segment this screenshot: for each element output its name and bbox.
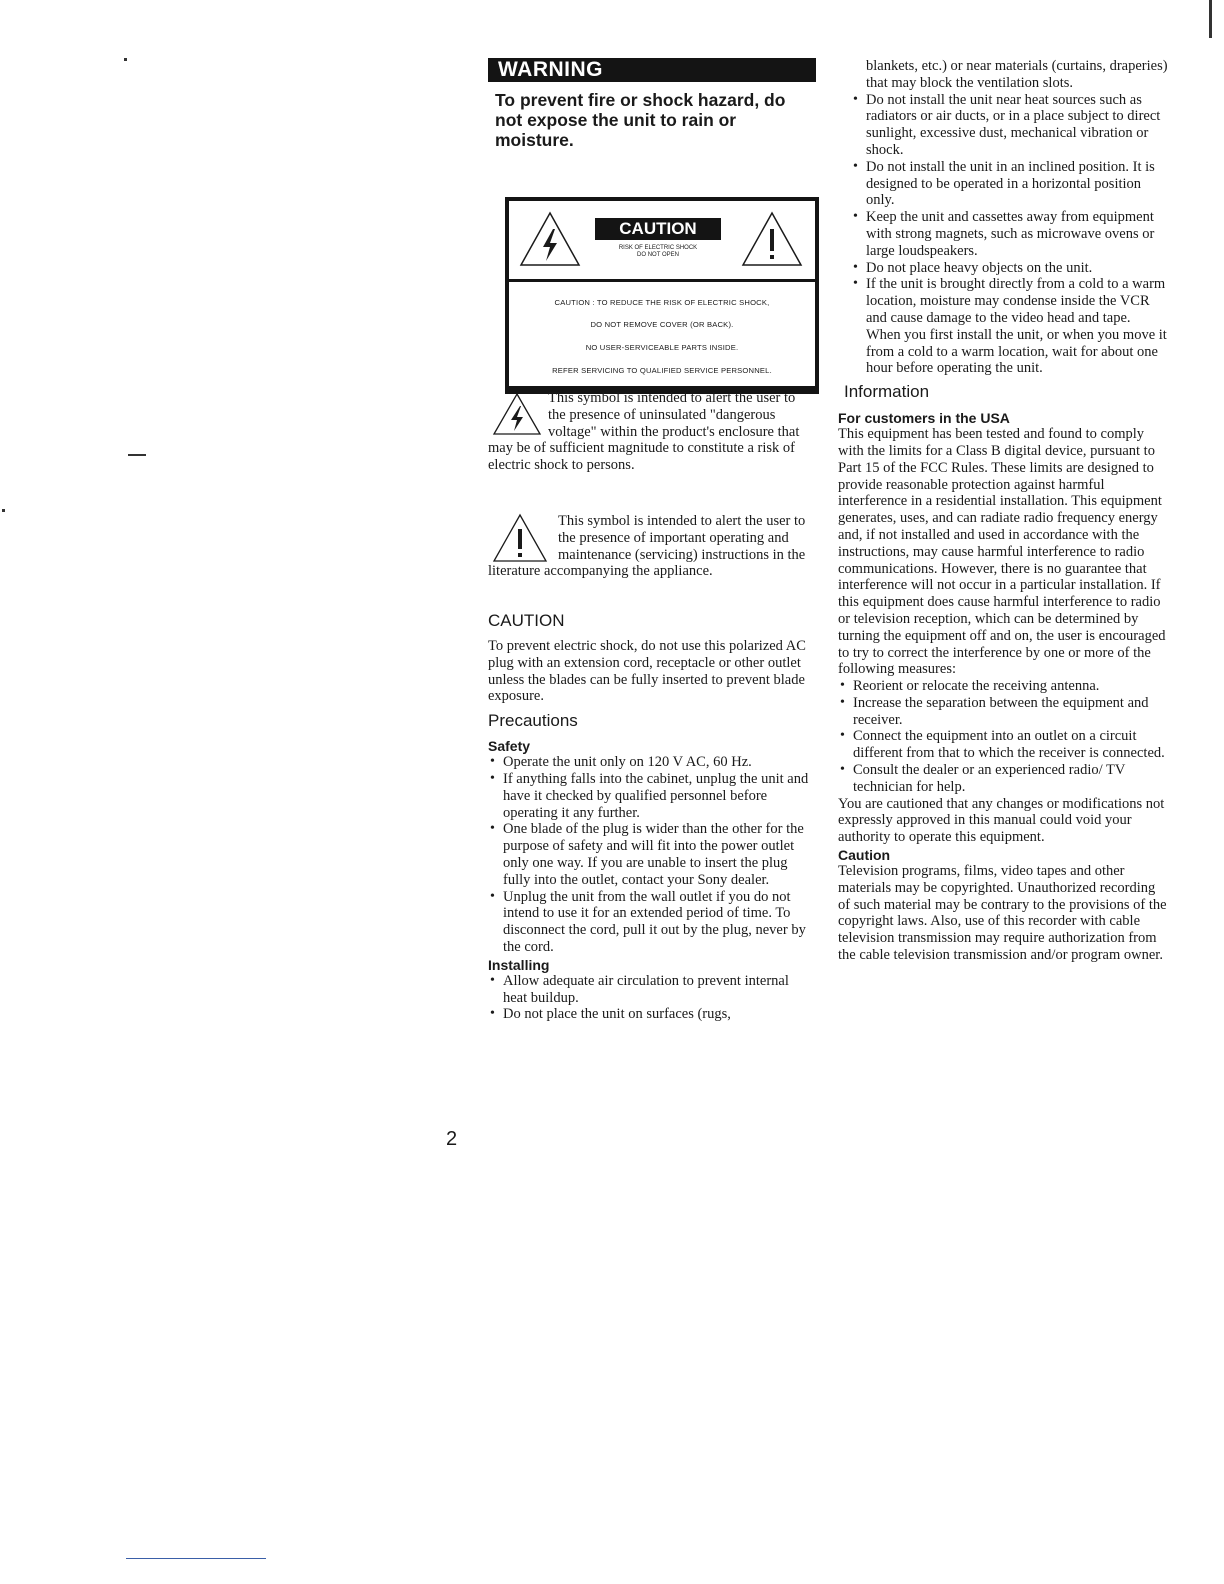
list-item: • One blade of the plug is wider than the other for the purpose of safety and will fit into the power outlet only one way. If you are unable to insert the plug fully into the outlet, contact your Sony dealer. [488, 821, 810, 888]
caution-label-box [505, 197, 819, 394]
left-column [488, 58, 818, 1023]
symbol2-block [488, 513, 810, 580]
measures-list [838, 678, 1168, 796]
list-item: • Do not place heavy objects on the unit. [851, 260, 1168, 277]
caution-label-line: CAUTION : TO REDUCE THE RISK OF ELECTRIC SHOCK, [554, 298, 770, 307]
precautions-heading: Precautions [488, 711, 578, 731]
caution-label-sub1: RISK OF ELECTRIC SHOCK [618, 245, 698, 251]
list-item: • Keep the unit and cassettes away from equipment with strong magnets, such as microwave ovens or large loudspeakers. [851, 209, 1168, 259]
list-item: • Do not install the unit near heat sources such as radiators or air ducts, or in a place subject to direct sunlight, excessive dust, mechanical vibration or shock. [851, 92, 1168, 159]
caution-heading: CAUTION [488, 611, 565, 630]
list-item: • Connect the equipment into an outlet on a circuit different from that to which the receiver is connected. [838, 728, 1168, 762]
scan-mark [126, 1558, 266, 1559]
list-item: • Do not install the unit in an inclined position. It is designed to be operated in a horizontal position only. [851, 159, 1168, 209]
list-item: • Consult the dealer or an experienced radio/ TV technician for help. [838, 762, 1168, 796]
list-item: • If the unit is brought directly from a cold to a warm location, moisture may condense inside the VCR and cause damage to the video head and tape. When you first install the unit, or when you move it from a cold to a warm location, wait for about one hour before operating the unit. [851, 276, 1168, 377]
caution-subheading: Caution [838, 847, 891, 864]
installing-heading: Installing [488, 956, 550, 973]
installing-list-continued [838, 92, 1168, 378]
modification-text: You are cautioned that any changes or modifications not expressly approved in this manual could void your authority to operate this equipment. [838, 795, 1165, 846]
symbol2-text: This symbol is intended to alert the user to the presence of important operating and maintenance (servicing) instructions in the literature accompanying the appliance. [488, 513, 806, 580]
installing-list [488, 973, 810, 1023]
continued-text: blankets, etc.) or near materials (curtains, draperies) that may block the ventilation slots. [866, 58, 1168, 91]
scan-mark [2, 509, 5, 512]
caution-section [488, 611, 810, 1023]
caution-label-divider [509, 279, 815, 282]
usa-heading: For customers in the USA [838, 410, 1010, 427]
safety-list [488, 754, 810, 956]
list-item: • If anything falls into the cabinet, unplug the unit and have it checked by qualified personnel before operating it any further. [488, 771, 810, 821]
information-heading: Information [844, 382, 930, 402]
caution-label-line: REFER SERVICING TO QUALIFIED SERVICE PERSONNEL. [552, 366, 772, 375]
copyright-caution-text: Television programs, films, video tapes and other materials may be copyrighted. Unauthorized recording of such material may be contrary to the provisions of the copyright laws. Also, use of this recorder with cable television transmission may require authorization from the cable television transmission and/or program owner. [838, 863, 1167, 964]
scan-mark [124, 58, 127, 61]
caution-label-line: NO USER-SERVICEABLE PARTS INSIDE. [585, 343, 739, 352]
caution-label-title: CAUTION [595, 218, 721, 240]
exclamation-warning-icon [741, 211, 803, 267]
warning-title: WARNING [498, 58, 603, 81]
warning-text: To prevent fire or shock hazard, do not expose the unit to rain or moisture. [495, 90, 786, 150]
safety-heading: Safety [488, 738, 531, 755]
caution-text: To prevent electric shock, do not use this polarized AC plug with an extension cord, receptacle or other outlet unless the blades can be fully inserted to prevent blade exposure. [488, 638, 806, 705]
warning-banner [488, 58, 816, 82]
exclamation-symbol-icon [492, 513, 548, 563]
right-column [838, 58, 1168, 964]
caution-label-line: DO NOT REMOVE COVER (OR BACK). [590, 320, 734, 329]
scan-mark [1209, 0, 1212, 38]
list-item: • Reorient or relocate the receiving antenna. [838, 678, 1168, 695]
list-item: • Do not place the unit on surfaces (rugs, [488, 1006, 810, 1023]
lightning-symbol-icon [492, 392, 542, 436]
usa-text: This equipment has been tested and found to comply with the limits for a Class B digital device, pursuant to Part 15 of the FCC Rules. These limits are designed to provide reasonable protection against harmful interference in a residential installation. This equipment generates, uses, and can radiate radio frequency energy and, if not installed and used in accordance with the instructions, may cause harmful interference to radio communications. However, there is no guarantee that interference will not occur in a particular installation. If this equipment does cause harmful interference to radio or television reception, which can be determined by turning the equipment off and on, the user is encouraged to try to correct the interference by one or more of the following measures: [838, 426, 1166, 678]
list-item: • Unplug the unit from the wall outlet if you do not intend to use it for an extended period of time. To disconnect the cord, pull it out by the plug, never by the cord. [488, 889, 810, 956]
symbol1-text: This symbol is intended to alert the user to the presence of uninsulated "dangerous voltage" within the product's enclosure that may be of sufficient magnitude to constitute a risk of electric shock to persons. [488, 390, 800, 474]
list-item: • Allow adequate air circulation to prevent internal heat buildup. [488, 973, 810, 1007]
page-number: 2 [446, 1128, 458, 1150]
scan-mark [128, 454, 146, 456]
list-item: • Operate the unit only on 120 V AC, 60 Hz. [488, 754, 810, 771]
lightning-warning-icon [519, 211, 581, 267]
symbol1-block [488, 390, 810, 474]
caution-label-sub2: DO NOT OPEN [637, 252, 679, 258]
list-item: • Increase the separation between the equipment and receiver. [838, 695, 1168, 729]
